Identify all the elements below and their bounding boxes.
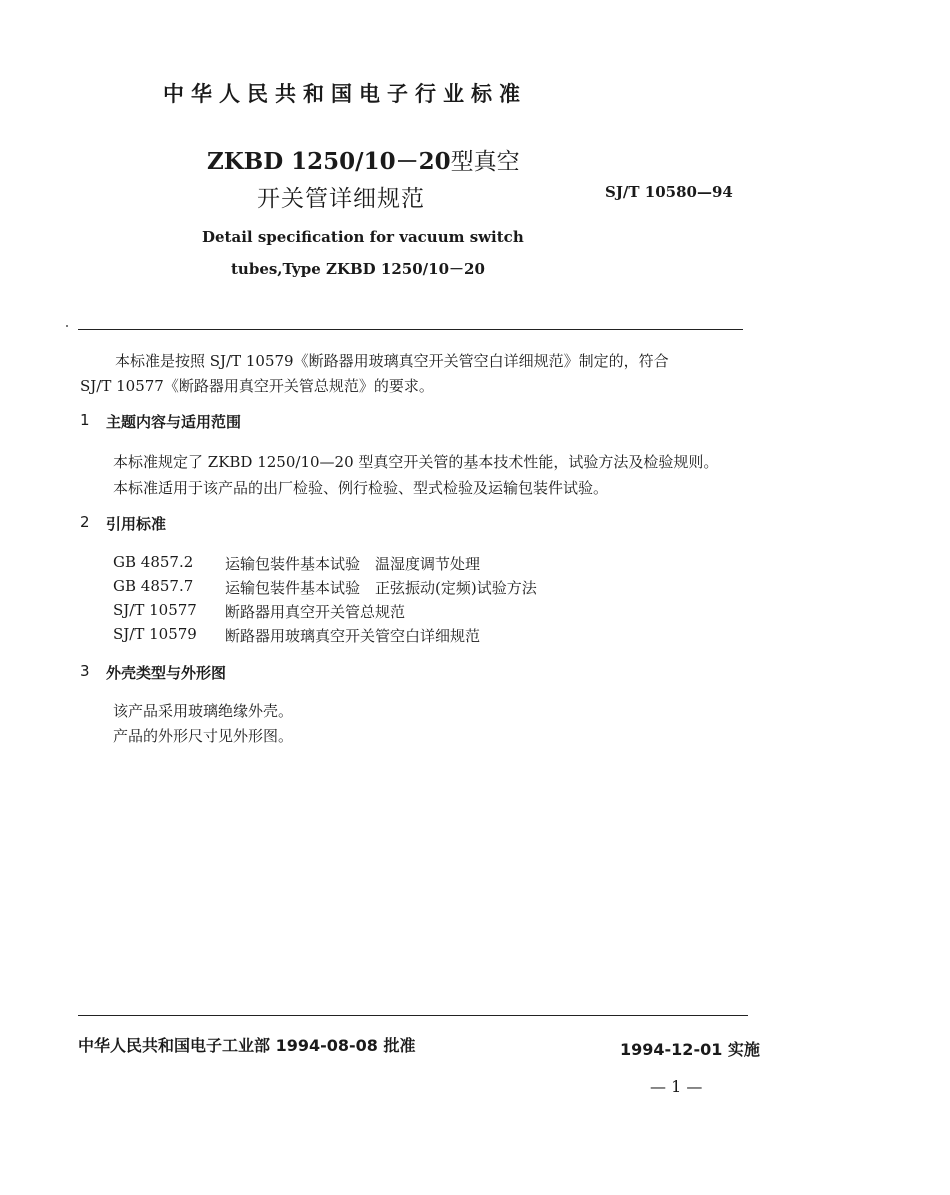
standard-number: SJ/T 10580—94	[605, 183, 733, 201]
title-model-code: ZKBD 1250/10－20	[207, 148, 451, 175]
section-1-number: 1	[80, 411, 90, 429]
reference-title: 断路器用玻璃真空开关管空白详细规范	[225, 627, 481, 645]
english-title-line-2: tubes,Type ZKBD 1250/10－20	[231, 260, 485, 278]
section-1-line-1: 本标准规定了 ZKBD 1250/10—20 型真空开关管的基本技术性能，试验方法及检验规则。	[113, 453, 719, 471]
reference-title: 运输包装件基本试验 温湿度调节处理	[225, 555, 481, 573]
section-1-title: 主题内容与适用范围	[106, 413, 242, 431]
intro-line-1: 本标准是按照 SJ/T 10579《断路器用玻璃真空开关管空白详细规范》制定的，符合	[115, 352, 669, 370]
title-line-1-text: 型真空	[450, 149, 520, 175]
scan-speck	[66, 325, 68, 327]
reference-title: 运输包装件基本试验 正弦振动(定频)试验方法	[225, 579, 537, 597]
reference-code: GB 4857.2	[113, 553, 194, 571]
title-line-2: 开关管详细规范	[257, 186, 425, 212]
reference-code: SJ/T 10577	[113, 601, 197, 619]
title-line-1	[207, 143, 520, 176]
page-number: — 1 —	[650, 1077, 703, 1096]
section-3-number: 3	[80, 662, 90, 680]
section-2-title: 引用标准	[106, 515, 167, 533]
reference-code: GB 4857.7	[113, 577, 194, 595]
section-2-number: 2	[80, 513, 90, 531]
document-header: 中华人民共和国电子行业标准	[163, 82, 527, 106]
approval-date: 中华人民共和国电子工业部 1994-08-08 批准	[78, 1036, 416, 1055]
section-1-line-2: 本标准适用于该产品的出厂检验、例行检验、型式检验及运输包装件试验。	[113, 479, 609, 497]
intro-line-2: SJ/T 10577《断路器用真空开关管总规范》的要求。	[80, 377, 434, 395]
section-3-line-1: 该产品采用玻璃绝缘外壳。	[113, 702, 294, 720]
english-title-line-1: Detail specification for vacuum switch	[202, 228, 524, 246]
top-divider	[78, 329, 743, 330]
reference-title: 断路器用真空开关管总规范	[225, 603, 406, 621]
section-3-title: 外壳类型与外形图	[106, 664, 227, 682]
footer-divider	[78, 1015, 748, 1016]
section-3-line-2: 产品的外形尺寸见外形图。	[113, 727, 294, 745]
reference-code: SJ/T 10579	[113, 625, 197, 643]
implementation-date: 1994-12-01 实施	[620, 1040, 760, 1059]
